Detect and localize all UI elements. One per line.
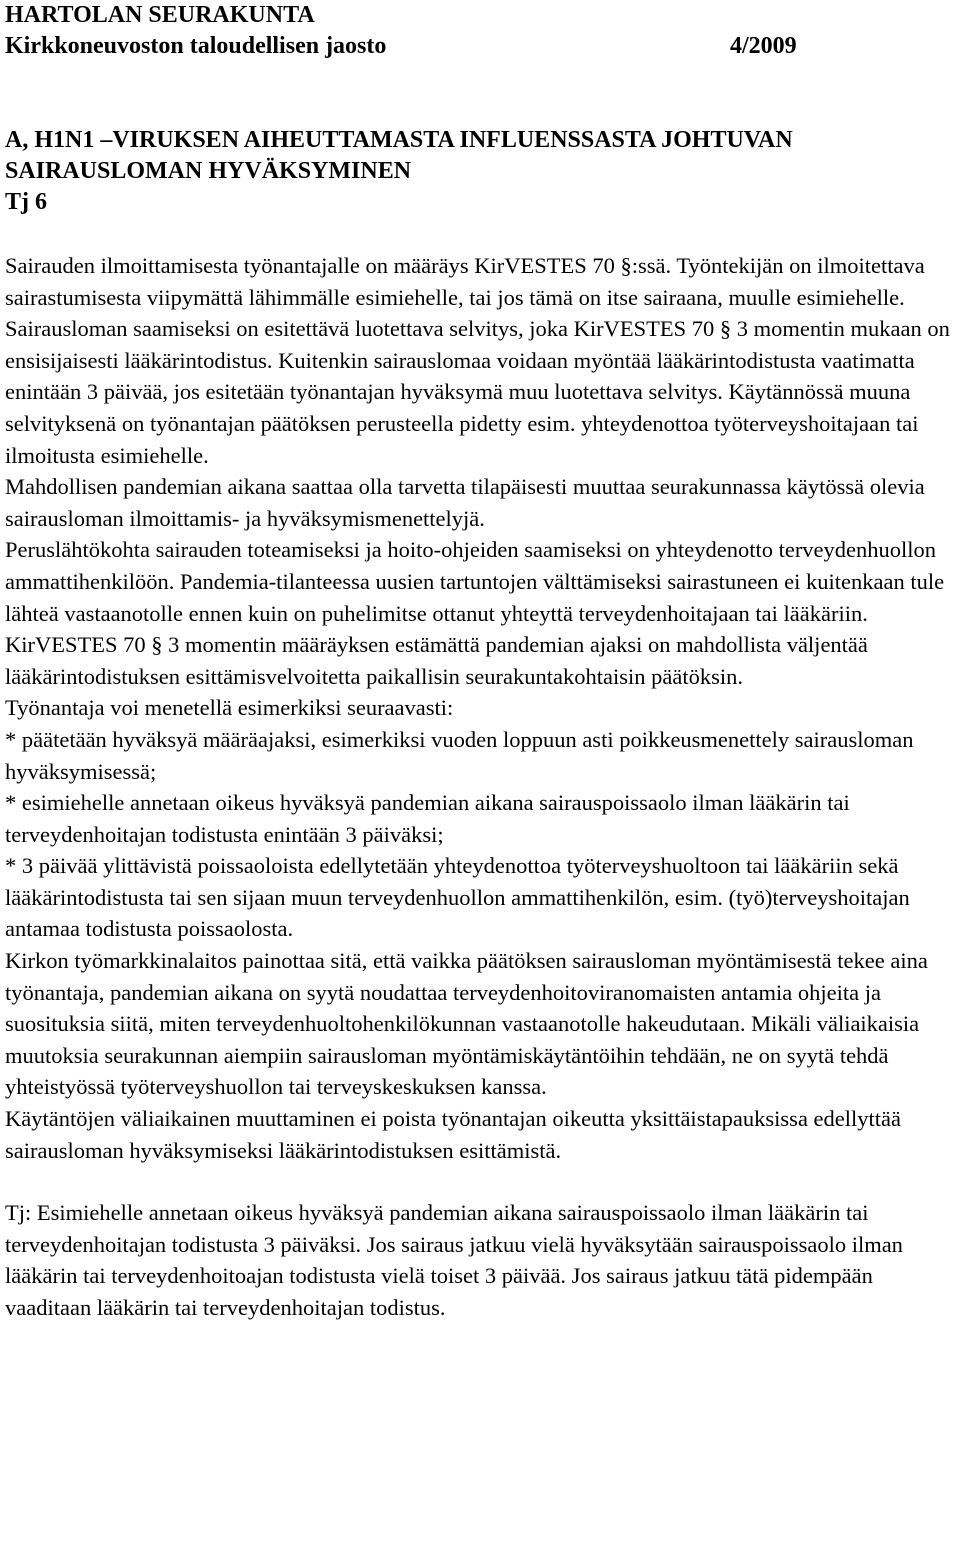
document-body (5, 250, 957, 1166)
paragraph-contact-healthcare: Peruslähtökohta sairauden toteamiseksi ja hoito-ohjeiden saamiseksi on yhteydenotto terveydenhuollon ammattihenkilöön. Pandemia-tilanteessa uusien tartuntojen välttämiseksi sairastuneen ei kuitenkaan tule lähteä vastaanotolle ennen kuin on puhelimitse ottanut yhteyttä terveydenhoitajaan tai lääkäriin. (5, 537, 945, 626)
paragraph-kirvestes (5, 629, 957, 692)
paragraph-employer-options: Työnantaja voi menetellä esimerkiksi seuraavasti: (5, 695, 454, 721)
list-item: * esimiehelle annetaan oikeus hyväksyä pandemian aikana sairauspoissaolo ilman lääkärin tai terveydenhoitajan todistusta enintään 3 päiväksi; (5, 790, 850, 847)
proposal-section (5, 1197, 957, 1323)
title-line-1: A, H1N1 –VIRUKSEN AIHEUTTAMASTA INFLUENSSASTA JOHTUVAN (5, 127, 793, 153)
organization-name: HARTOLAN SEURAKUNTA (5, 2, 315, 28)
committee-header-row (5, 31, 957, 62)
proposal-text: Tj: Esimiehelle annetaan oikeus hyväksyä pandemian aikana sairauspoissaolo ilman lääkärin tai terveydenhoitajan todistusta 3 päiväksi. Jos sairaus jatkuu vielä hyväksytään sairauspoissaolo ilman lääkärin tai terveydenhoitoajan todistusta vielä toiset 3 päivää. Jos sairaus jatkuu tätä pidempään vaaditaan lääkärin tai terveydenhoitajan todistus. (5, 1200, 903, 1320)
meeting-number: 4/2009 (730, 33, 797, 59)
paragraph-church-labor: Kirkon työmarkkinalaitos painottaa sitä, että vaikka päätöksen sairausloman myöntämisestä tekee aina työnantaja, pandemian aikana on syytä noudattaa terveydenhoitoviranomaisten antamia ohjeita ja suosituksia siitä, miten terveydenhuoltohenkilökunnan vastaanotolle hakeudutaan. Mikäli väliaikaisia muutoksia seurakunnan aiempiin sairausloman myöntämiskäytäntöihin tehdään, ne on syytä tehdä yhteistyössä työterveyshuollon tai terveyskeskuksen kanssa. (5, 948, 928, 1100)
committee-name: Kirkkoneuvoston taloudellisen jaosto (5, 33, 387, 59)
paragraph-text: KirVESTES 70 (5, 632, 152, 658)
section-sign-icon: § (620, 253, 632, 278)
document-page (5, 0, 957, 1324)
agenda-item-title (5, 125, 957, 218)
paragraph-pandemic-change: Mahdollisen pandemian aikana saattaa olla tarvetta tilapäisesti muuttaa seurakunnassa käytössä olevia sairausloman ilmoittamis- ja hyväksymismenettelyjä. (5, 474, 925, 531)
paragraph-notification-rules (5, 250, 957, 471)
paragraph-temporary-changes: Käytäntöjen väliaikainen muuttaminen ei poista työnantajan oikeutta yksittäistapauksissa edellyttää sairausloman hyväksymiseksi lääkärintodistuksen esittämistä. (5, 1106, 902, 1163)
paragraph-text: 3 momentin mukaan on ensisijaisesti lääkärintodistus. Kuitenkin sairauslomaa voidaan myöntää lääkärintodistusta vaatimatta enintään 3 päivää, jos esitetään työnantajan hyväksymä muu luotettava selvitys. Käytännössä muuna selvityksenä on työnantajan päätöksen perusteella pidetty esim. yhteydenottoa työterveyshoitajaan tai ilmoitusta esimiehelle. (5, 316, 950, 468)
paragraph-text: Sairauden ilmoittamisesta työnantajalle on määräys KirVESTES 70 (5, 253, 621, 278)
item-reference: Tj 6 (5, 189, 47, 215)
section-sign-icon: § (151, 632, 163, 658)
list-item: * 3 päivää ylittävistä poissaoloista edellytetään yhteydenottoa työterveyshuoltoon tai lääkäriin sekä lääkärintodistusta tai sen sijaan muun terveydenhuollon ammattihenkilön, esim. (työ)terveyshoitajan antamaa todistusta poissaolosta. (5, 853, 910, 942)
list-item: * päätetään hyväksyä määräajaksi, esimerkiksi vuoden loppuun asti poikkeusmenettely sairausloman hyväksymisessä; (5, 726, 914, 784)
section-sign-icon: § (719, 316, 732, 342)
title-line-2: SAIRAUSLOMAN HYVÄKSYMINEN (5, 158, 412, 184)
paragraph-text: :ssä. Työntekijän on ilmoitettava sairastumisesta viipymättä lähimmälle esimiehelle, tai jos tämä on itse sairaana, muulle esimiehelle. Sairausloman saamiseksi on esitettävä luotettava selvitys, joka KirVESTES 70 (5, 253, 925, 342)
paragraph-text: 3 momentin määräyksen estämättä pandemian ajaksi on mahdollista väljentää lääkärintodistuksen esittämisvelvoitetta paikallisin seurakuntakohtaisin päätöksin. (5, 632, 868, 689)
